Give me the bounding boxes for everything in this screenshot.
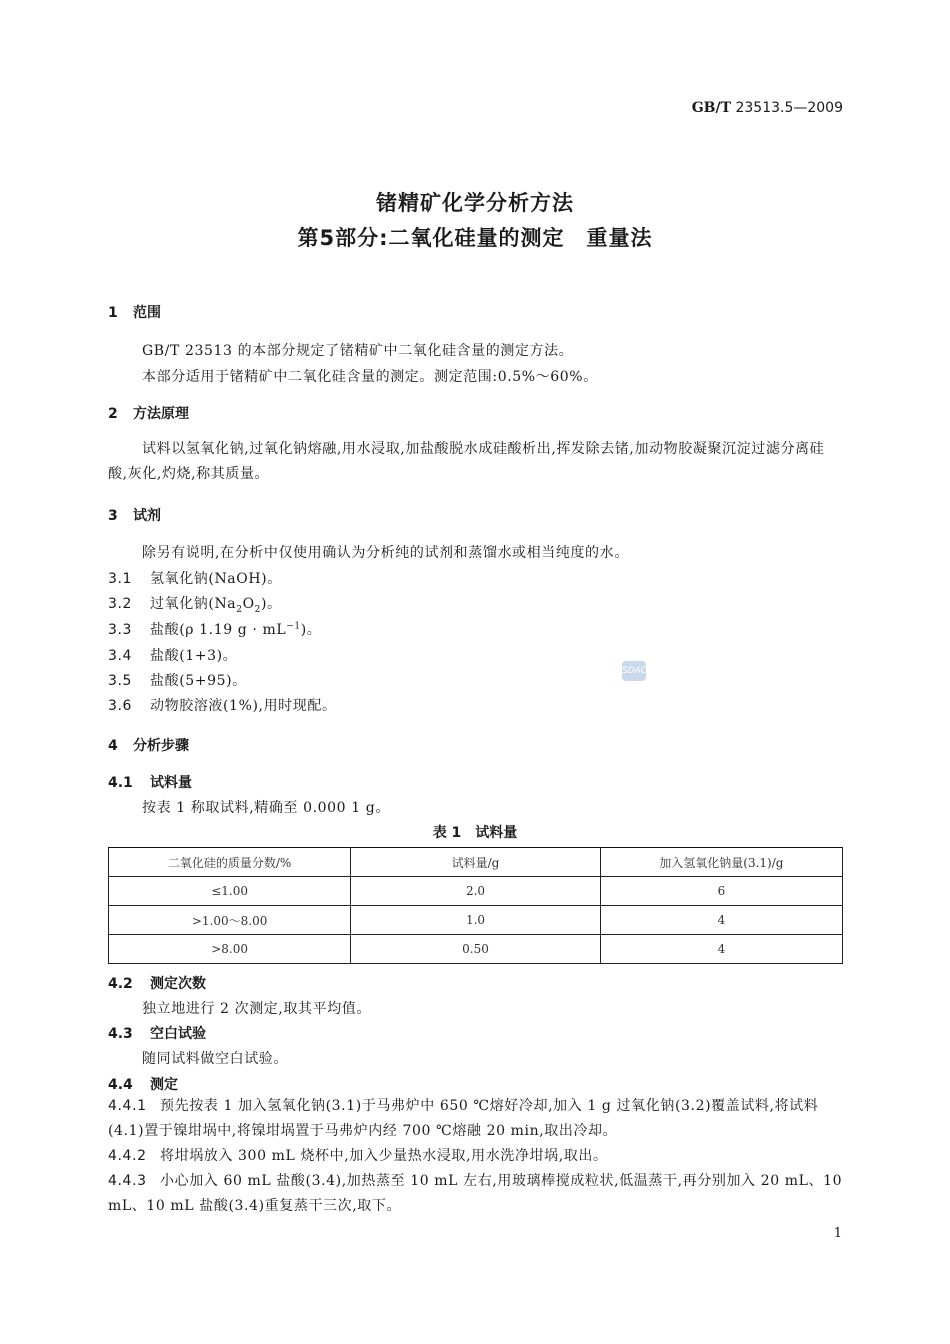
subsection-4-4-heading: 4.4 测定 [108,1077,178,1093]
section-2-paragraph: 试料以氢氧化钠,过氧化钠熔融,用水浸取,加盐酸脱水成硅酸析出,挥发除去锗,加动物胶凝聚沉淀过滤分离硅酸,灰化,灼烧,称其质量。 [108,441,825,482]
reagent-item: 3.6 动物胶溶液(1%),用时现配。 [108,698,337,714]
step-4-4-3: 4.4.3 小心加入 60 mL 盐酸(3.4),加热蒸至 10 mL 左右,用玻璃棒搅成粒状,低温蒸干,再分别加入 20 mL、10 mL、10 mL 盐酸(3.4)重复蒸干三次,取下。 [108,1173,843,1214]
section-2-heading: 2 方法原理 [108,406,189,422]
table-header-row [109,848,843,877]
section-1-heading: 1 范围 [108,305,161,321]
reagent-item: 3.1 氢氧化钠(NaOH)。 [108,571,282,587]
table-header-cell: 试料量/g [351,848,601,877]
subsection-4-1-heading: 4.1 试料量 [108,775,192,791]
table-cell: >1.00～8.00 [109,906,351,935]
reagent-item: 3.5 盐酸(5+95)。 [108,673,247,689]
page-number: 1 [833,1226,842,1241]
table-cell: 1.0 [351,906,601,935]
table-caption: 表 1 试料量 [432,825,518,841]
section-4-heading: 4 分析步骤 [108,738,189,754]
step-4-4-1: 4.4.1 预先按表 1 加入氢氧化钠(3.1)于马弗炉中 650 ℃熔好冷却,加入 1 g 过氧化钠(3.2)覆盖试料,将试料(4.1)置于镍坩埚中,将镍坩埚置于马弗炉内经 700 ℃熔融 20 min,取出冷却。 [108,1098,819,1139]
sample-mass-table [108,847,843,964]
subsection-4-2-heading: 4.2 测定次数 [108,976,206,992]
document-title: 锗精矿化学分析方法 [376,191,574,215]
step-4-4-2: 4.4.2 将坩埚放入 300 mL 烧杯中,加入少量热水浸取,用水洗净坩埚,取出。 [108,1148,608,1164]
section-1-paragraph-1: GB/T 23513 的本部分规定了锗精矿中二氧化硅含量的测定方法。 [142,343,574,359]
table-header-cell: 二氧化硅的质量分数/% [109,848,351,877]
section-3-heading: 3 试剂 [108,508,161,524]
table-row [109,935,843,964]
table-cell: ≤1.00 [109,877,351,906]
section-3-paragraph: 除另有说明,在分析中仅使用确认为分析纯的试剂和蒸馏水或相当纯度的水。 [142,545,629,561]
reagent-item: 3.2 过氧化钠$(Na_2O_2)$。 [108,596,282,615]
table-cell: >8.00 [109,935,351,964]
document-subtitle: 第5部分:二氧化硅量的测定 重量法 [297,226,653,250]
subsection-4-3-text: 随同试料做空白试验。 [142,1051,288,1067]
table-cell: 4 [600,935,842,964]
subsection-4-1-text: 按表 1 称取试料,精确至 0.000 1 g。 [142,800,390,816]
section-1-paragraph-2: 本部分适用于锗精矿中二氧化硅含量的测定。测定范围:0.5%～60%。 [142,369,598,385]
reagent-item: 3.3 盐酸(ρ 1.19 $g \cdot mL^{-1}$)。 [108,621,322,638]
table-cell: 2.0 [351,877,601,906]
table-row [109,877,843,906]
table-row [109,906,843,935]
watermark-logo: SDAC [622,661,646,681]
subsection-4-2-text: 独立地进行 2 次测定,取其平均值。 [142,1001,372,1017]
reagent-item: 3.4 盐酸(1+3)。 [108,648,238,664]
table-header-cell: 加入氢氧化钠量(3.1)/g [600,848,842,877]
table-cell: 0.50 [351,935,601,964]
table-cell: 4 [600,906,842,935]
table-cell: 6 [600,877,842,906]
standard-code: GB/T 23513.5—2009 [691,100,843,116]
subsection-4-3-heading: 4.3 空白试验 [108,1026,206,1042]
